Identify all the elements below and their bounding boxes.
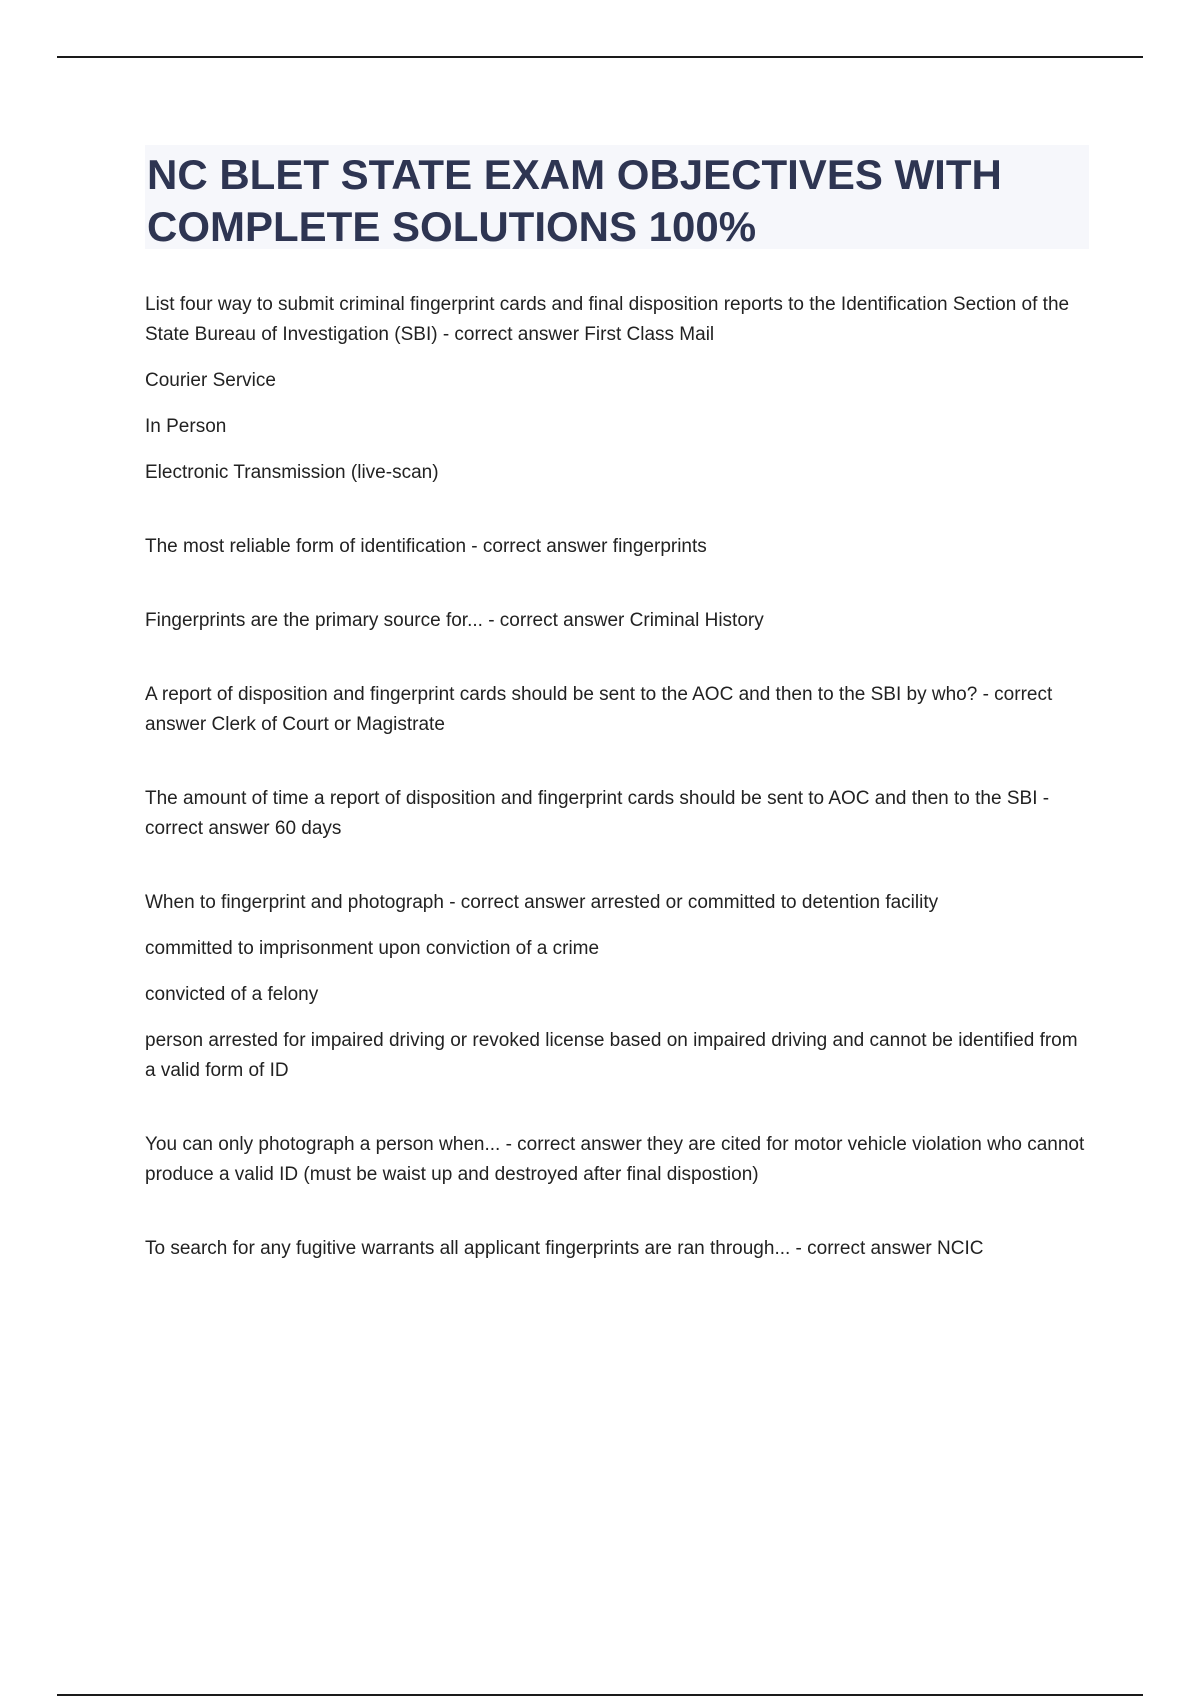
qa-text: You can only photograph a person when... - correct answer they are cited for motor vehicle violation who cannot produce a valid ID (must be waist up and destroyed after final dispostion) xyxy=(145,1134,1085,1185)
qa-text: When to fingerprint and photograph - correct answer arrested or committed to detention facility xyxy=(145,892,939,913)
qa-text: In Person xyxy=(145,416,227,437)
qa-text: The most reliable form of identification - correct answer fingerprints xyxy=(145,536,707,557)
qa-text: The amount of time a report of disposition and fingerprint cards should be sent to AOC and then to the SBI - correct answer 60 days xyxy=(145,788,1050,839)
qa-item-3 xyxy=(145,606,1085,636)
qa-item-2 xyxy=(145,532,1085,562)
qa-text: List four way to submit criminal fingerprint cards and final disposition reports to the Identification Section of the State Bureau of Investigation (SBI) - correct answer First Class Mail xyxy=(145,294,1070,345)
qa-item-6 xyxy=(145,888,1085,1086)
document-body xyxy=(145,290,1085,1264)
top-divider xyxy=(57,56,1143,58)
qa-text: Electronic Transmission (live-scan) xyxy=(145,462,439,483)
document-title: NC BLET STATE EXAM OBJECTIVES WITH COMPLETE SOLUTIONS 100% xyxy=(147,151,1002,250)
qa-item-1 xyxy=(145,290,1085,488)
qa-item-7 xyxy=(145,1130,1085,1190)
qa-item-8 xyxy=(145,1234,1085,1264)
title-banner xyxy=(145,145,1089,249)
qa-text: convicted of a felony xyxy=(145,984,319,1005)
qa-text: A report of disposition and fingerprint cards should be sent to the AOC and then to the SBI by who? - correct answer Clerk of Court or Magistrate xyxy=(145,684,1053,735)
bottom-divider xyxy=(57,1694,1143,1696)
qa-item-5 xyxy=(145,784,1085,844)
qa-text: Fingerprints are the primary source for... - correct answer Criminal History xyxy=(145,610,764,631)
qa-text: To search for any fugitive warrants all applicant fingerprints are ran through... - correct answer NCIC xyxy=(145,1238,984,1259)
qa-text: Courier Service xyxy=(145,370,276,391)
qa-text: person arrested for impaired driving or revoked license based on impaired driving and cannot be identified from a valid form of ID xyxy=(145,1030,1078,1081)
qa-text: committed to imprisonment upon conviction of a crime xyxy=(145,938,600,959)
qa-item-4 xyxy=(145,680,1085,740)
